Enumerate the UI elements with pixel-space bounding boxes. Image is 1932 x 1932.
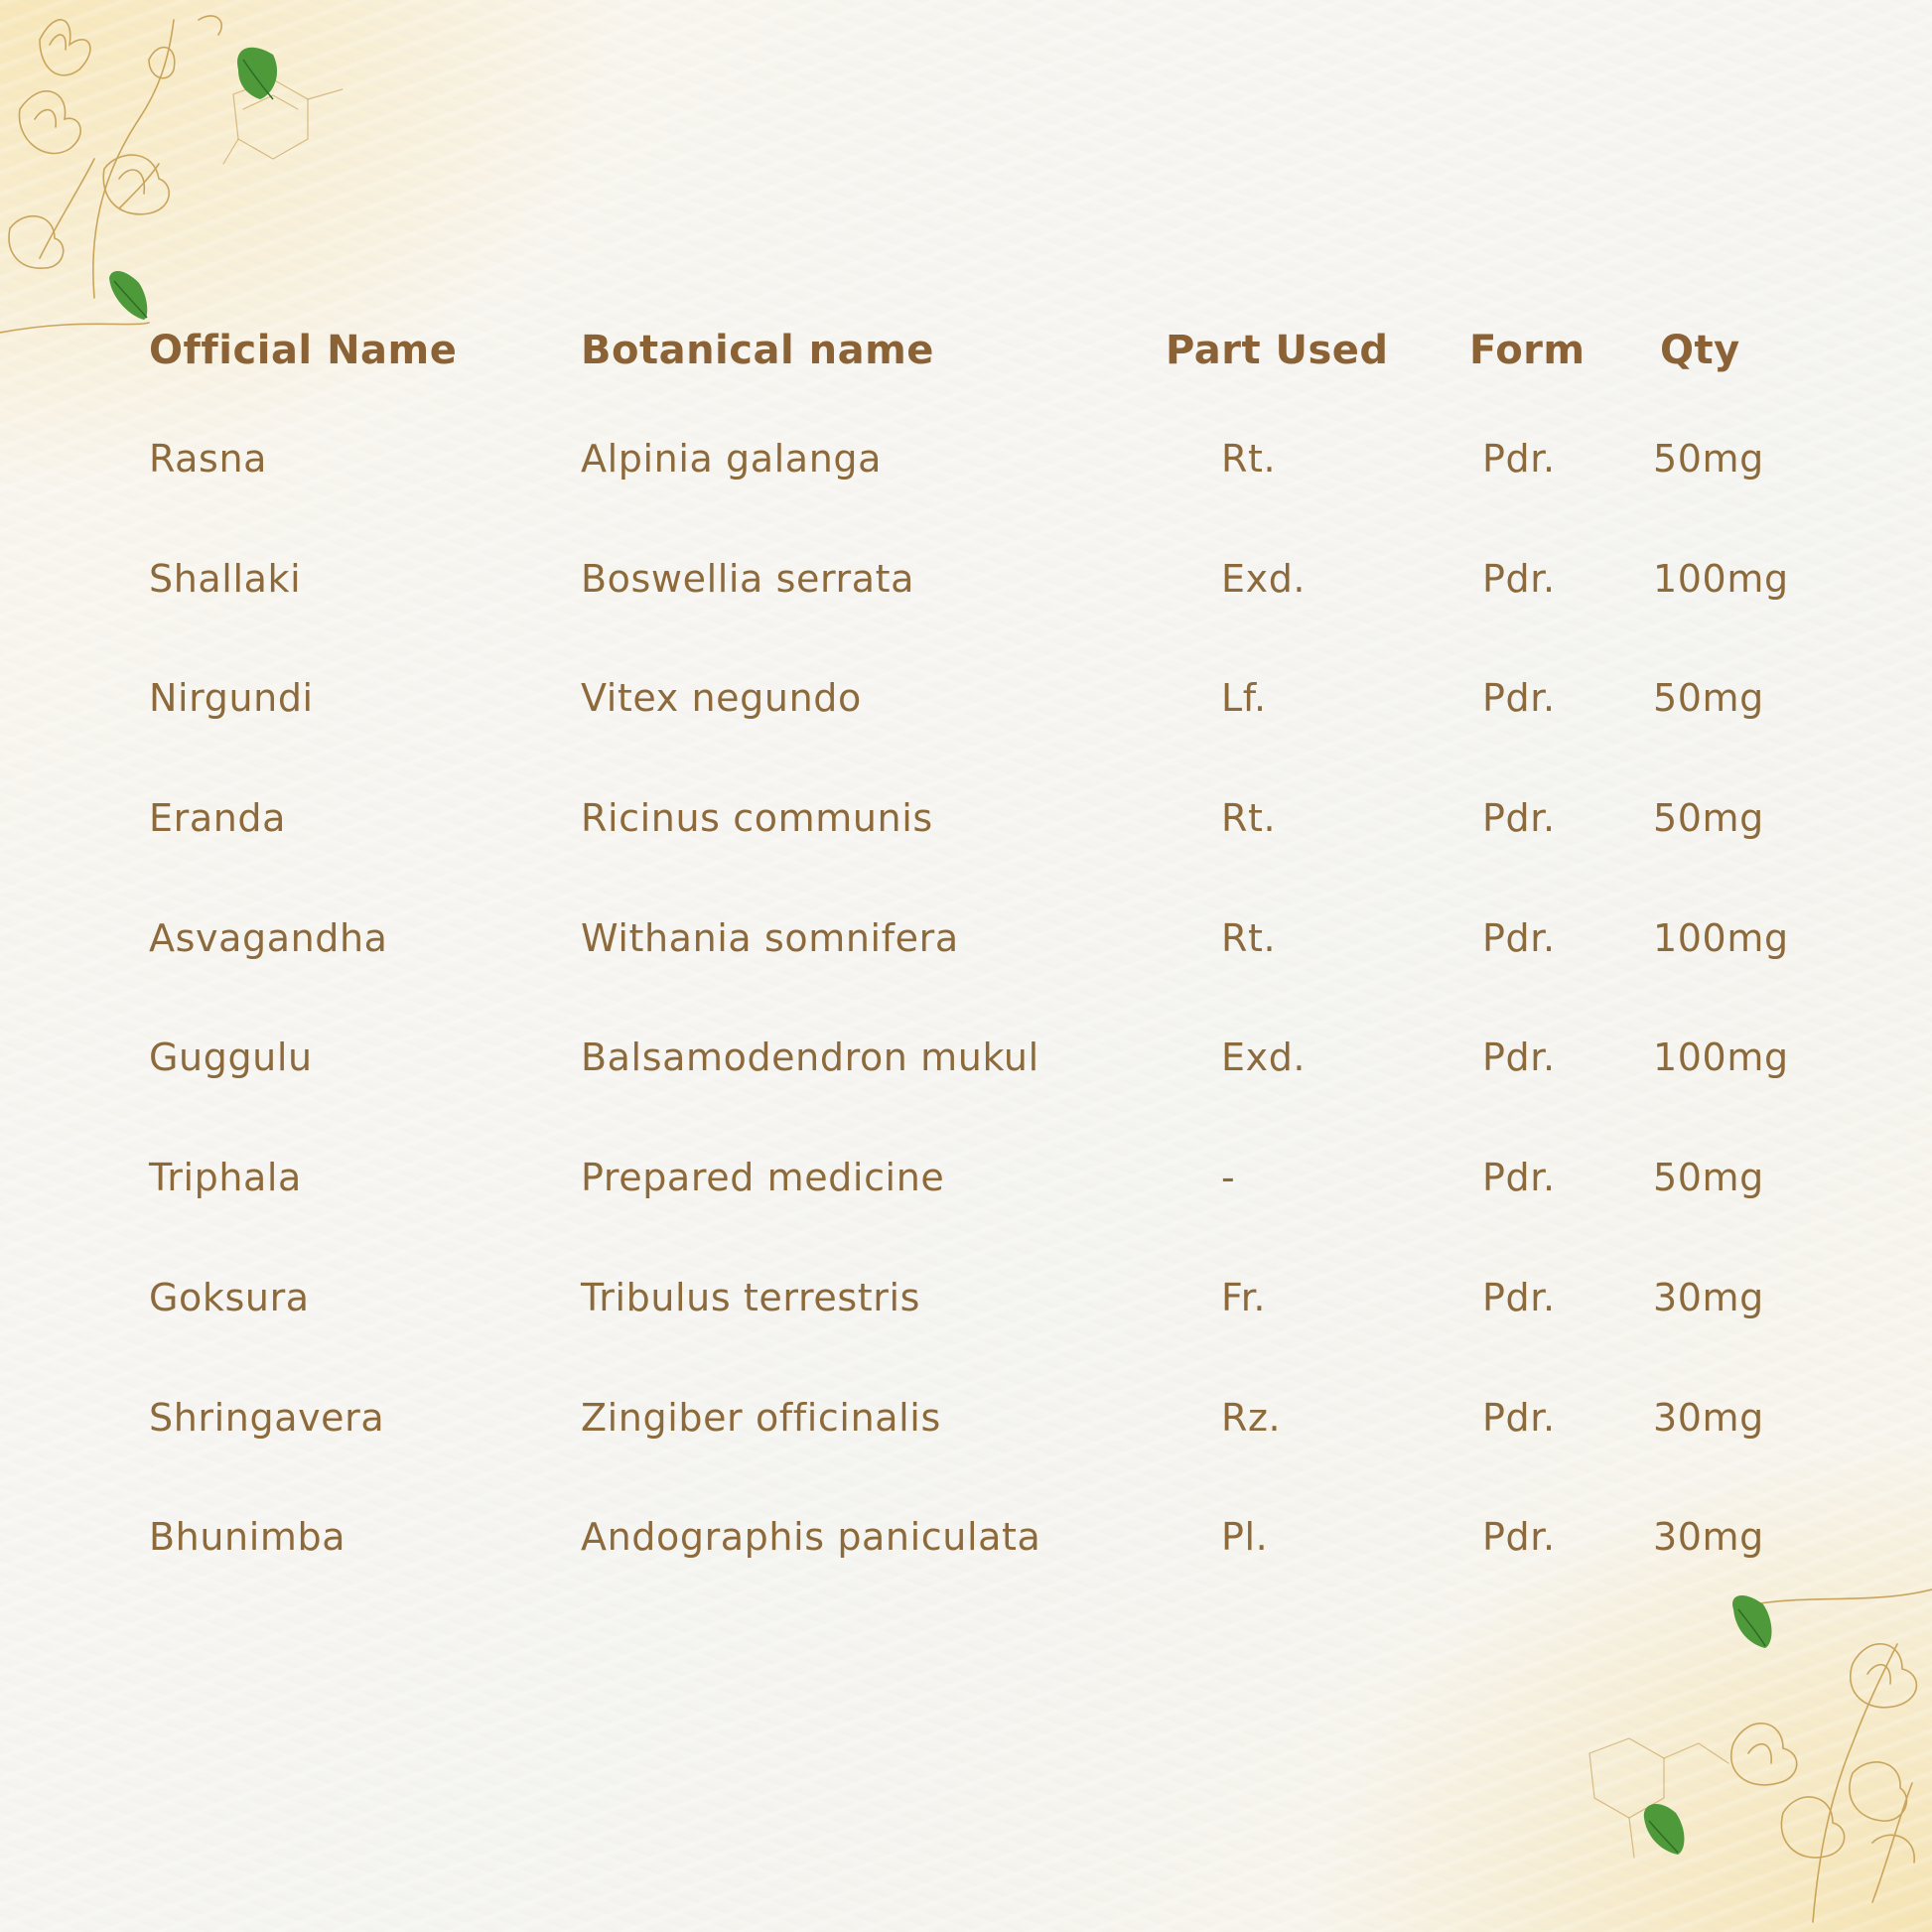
table-row: [149, 796, 1817, 916]
form-cell: Pdr.: [1482, 796, 1556, 841]
header-part-used: Part Used: [1166, 328, 1389, 373]
part-used-cell: Rt.: [1221, 437, 1277, 481]
qty-cell: 50mg: [1653, 1156, 1764, 1200]
leaf-icon: [109, 48, 277, 320]
botanical-name-cell: Balsamodendron mukul: [581, 1035, 1039, 1080]
botanical-name-cell: Vitex negundo: [581, 676, 862, 721]
qty-cell: 100mg: [1653, 1035, 1789, 1080]
part-used-cell: -: [1221, 1156, 1236, 1200]
botanical-name-cell: Withania somnifera: [581, 915, 959, 960]
official-name-cell: Shallaki: [149, 556, 302, 601]
table-row: [149, 1035, 1817, 1156]
official-name-cell: Nirgundi: [149, 676, 314, 721]
header-official-name: Official Name: [149, 328, 458, 373]
table-row: [149, 1276, 1817, 1396]
form-cell: Pdr.: [1482, 437, 1556, 481]
botanical-name-cell: Andographis paniculata: [581, 1515, 1041, 1560]
form-cell: Pdr.: [1482, 1395, 1556, 1440]
qty-cell: 30mg: [1653, 1395, 1764, 1440]
form-cell: Pdr.: [1482, 676, 1556, 721]
botanical-name-cell: Alpinia galanga: [581, 437, 882, 481]
header-botanical-name: Botanical name: [581, 328, 934, 373]
qty-cell: 30mg: [1653, 1515, 1764, 1560]
botanical-name-cell: Zingiber officinalis: [581, 1395, 941, 1440]
qty-cell: 50mg: [1653, 796, 1764, 841]
form-cell: Pdr.: [1482, 1035, 1556, 1080]
table-row: [149, 437, 1817, 557]
official-name-cell: Guggulu: [149, 1035, 313, 1080]
table-header-row: [149, 328, 1817, 437]
header-qty: Qty: [1660, 328, 1740, 373]
botanical-name-cell: Boswellia serrata: [581, 556, 915, 601]
ingredients-table: [149, 328, 1817, 1635]
part-used-cell: Rz.: [1221, 1395, 1282, 1440]
table-row: [149, 1515, 1817, 1635]
table-row: [149, 916, 1817, 1036]
table-row: [149, 676, 1817, 796]
official-name-cell: Goksura: [149, 1275, 310, 1319]
part-used-cell: Exd.: [1221, 556, 1307, 601]
part-used-cell: Rt.: [1221, 796, 1277, 841]
table-row: [149, 557, 1817, 677]
form-cell: Pdr.: [1482, 915, 1556, 960]
official-name-cell: Eranda: [149, 796, 287, 841]
form-cell: Pdr.: [1482, 1275, 1556, 1319]
part-used-cell: Exd.: [1221, 1035, 1307, 1080]
form-cell: Pdr.: [1482, 556, 1556, 601]
part-used-cell: Lf.: [1221, 676, 1267, 721]
qty-cell: 100mg: [1653, 915, 1789, 960]
botanical-name-cell: Prepared medicine: [581, 1156, 945, 1200]
official-name-cell: Shringavera: [149, 1395, 385, 1440]
form-cell: Pdr.: [1482, 1156, 1556, 1200]
table-row: [149, 1396, 1817, 1516]
part-used-cell: Rt.: [1221, 915, 1277, 960]
official-name-cell: Bhunimba: [149, 1515, 346, 1560]
header-form: Form: [1469, 328, 1586, 373]
form-cell: Pdr.: [1482, 1515, 1556, 1560]
qty-cell: 100mg: [1653, 556, 1789, 601]
qty-cell: 50mg: [1653, 676, 1764, 721]
botanical-name-cell: Ricinus communis: [581, 796, 933, 841]
official-name-cell: Asvagandha: [149, 915, 388, 960]
botanical-name-cell: Tribulus terrestris: [581, 1275, 921, 1319]
botanical-decoration-top-left: [0, 0, 357, 347]
official-name-cell: Rasna: [149, 437, 268, 481]
qty-cell: 30mg: [1653, 1275, 1764, 1319]
qty-cell: 50mg: [1653, 437, 1764, 481]
table-row: [149, 1156, 1817, 1276]
part-used-cell: Fr.: [1221, 1275, 1267, 1319]
part-used-cell: Pl.: [1221, 1515, 1269, 1560]
official-name-cell: Triphala: [149, 1156, 302, 1200]
